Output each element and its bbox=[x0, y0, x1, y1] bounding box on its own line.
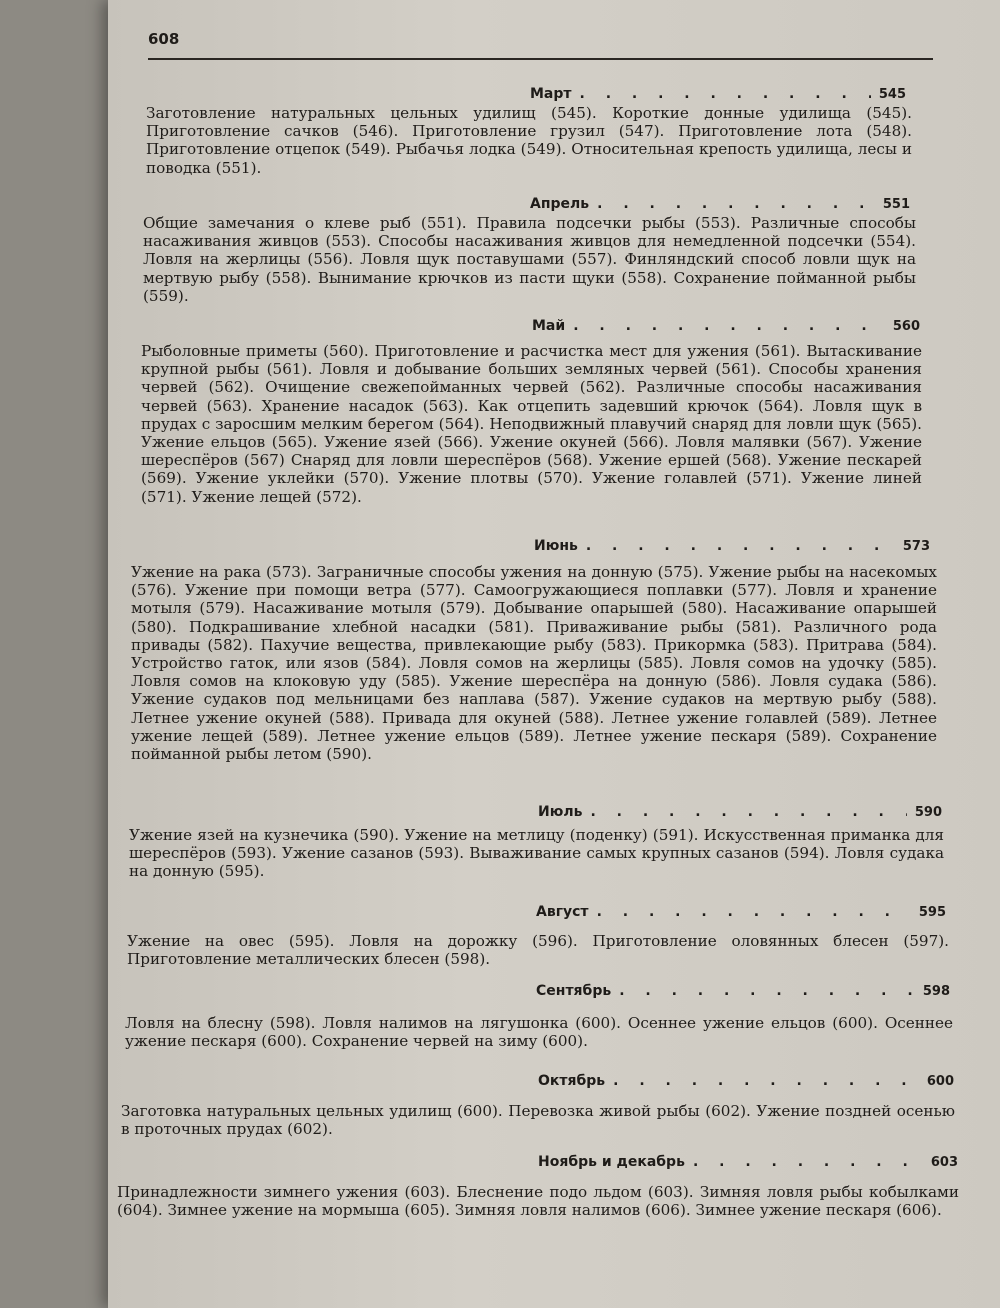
leader-dots bbox=[590, 804, 906, 820]
section-heading-iyul bbox=[538, 804, 942, 820]
section-text-mart: Заготовление натуральных цельных удилищ (545). Короткие донные удилища (545). Приготовление сачков (546). Приготовление грузил (547). Приготовление лота (548). Приготовление отцепок (549). Рыбачья лодка (549). Относительная крепость удилища, лесы и поводка (551). bbox=[146, 104, 912, 177]
section-title: Март bbox=[530, 86, 572, 102]
leader-dots bbox=[573, 318, 885, 334]
section-text-iyul: Ужение язей на кузнечика (590). Ужение на метлицу (поденку) (591). Искусственная приманка для шереспёров (593). Ужение сазанов (593). Вываживание самых крупных сазанов (594). Ловля судака на донную (595). bbox=[129, 826, 944, 881]
page-number: 608 bbox=[148, 30, 180, 48]
leader-dots bbox=[580, 86, 871, 102]
leader-dots bbox=[619, 983, 915, 999]
section-text-sentyabr: Ловля на блесну (598). Ловля налимов на лягушонка (600). Осеннее ужение ельцов (600). Осеннее ужение пескаря (600). Сохранение червей на зиму (600). bbox=[125, 1014, 953, 1051]
section-title: Апрель bbox=[530, 196, 590, 212]
section-page: 560 bbox=[892, 319, 920, 334]
section-page: 603 bbox=[930, 1155, 958, 1170]
section-text-iyun: Ужение на рака (573). Заграничные способы ужения на донную (575). Ужение рыбы на насекомых (576). Ужение при помощи ветра (577). Самоогружающиеся поплавки (577). Ловля и хранение мотыля (579). Насаживание мотыля (579). Добывание опарышей (580). Насаживание опарышей (580). Подкрашивание хлебной насадки (581). Приваживание рыбы (581). Различного рода привады (582). Пахучие вещества, привлекающие рыбу (583). Прикормка (583). Притрава (584). Устройство гаток, или язов (584). Ловля сомов на жерлицы (585). Ловля сомов на удочку (585). Ловля сомов на клоковую уду (585). Ужение шереспёра на донную (586). Ловля судака (586). Ужение судаков под мельницами без наплава (587). Ужение судаков на мертвую рыбу (588). Летнее ужение окуней (588). Привада для окуней (588). Летнее ужение голавлей (589). Летнее ужение лещей (589). Летнее ужение ельцов (589). Летнее ужение пескаря (589). Сохранение пойманной рыбы летом (590). bbox=[131, 563, 937, 764]
section-title: Октябрь bbox=[538, 1073, 606, 1089]
section-page: 573 bbox=[902, 539, 930, 554]
section-page: 545 bbox=[878, 87, 906, 102]
section-page: 598 bbox=[922, 984, 950, 999]
leader-dots bbox=[586, 538, 895, 554]
header-rule bbox=[148, 58, 933, 60]
section-title: Май bbox=[532, 318, 566, 334]
section-title: Август bbox=[536, 904, 589, 920]
section-heading-avgust bbox=[536, 904, 946, 920]
leader-dots bbox=[613, 1073, 919, 1089]
section-text-avgust: Ужение на овес (595). Ловля на дорожку (596). Приготовление оловянных блесен (597). Приготовление металлических блесен (598). bbox=[127, 932, 949, 969]
section-title: Июль bbox=[538, 804, 583, 820]
section-page: 551 bbox=[882, 197, 910, 212]
section-text-noyabr-dekabr: Принадлежности зимнего ужения (603). Блеснение подо льдом (603). Зимняя ловля рыбы кобылками (604). Зимнее ужение на мормыша (605). Зимняя ловля налимов (606). Зимнее ужение пескаря (606). bbox=[117, 1183, 959, 1220]
leader-dots bbox=[693, 1154, 923, 1170]
section-title: Сентябрь bbox=[536, 983, 612, 999]
section-text-mai: Рыболовные приметы (560). Приготовление и расчистка мест для ужения (561). Вытаскивание крупной рыбы (561). Ловля и добывание больших земляных червей (561). Способы хранения червей (562). Очищение свежепойманных червей (562). Различные способы насаживания червей (563). Хранение насадок (563). Как отцепить задевший крючок (564). Ловля щук в прудах с заросшим мелким берегом (564). Неподвижный плавучий снаряд для ловли щук (565). Ужение ельцов (565). Ужение язей (566). Ужение окуней (566). Ловля малявки (567). Ужение шереспёров (567) Снаряд для ловли шереспёров (568). Ужение ершей (568). Ужение пескарей (569). Ужение уклейки (570). Ужение плотвы (570). Ужение голавлей (571). Ужение линей (571). Ужение лещей (572). bbox=[141, 342, 922, 506]
section-heading-aprel bbox=[530, 196, 910, 212]
section-title: Ноябрь и декабрь bbox=[538, 1154, 685, 1170]
leader-dots bbox=[597, 904, 911, 920]
section-text-aprel: Общие замечания о клеве рыб (551). Правила подсечки рыбы (553). Различные способы насаживания живцов (553). Способы насаживания живцов для немедленной подсечки (554). Ловля на жерлицы (556). Ловля щук поставушами (557). Финляндский способ ловли щук на мертвую рыбу (558). Вынимание крючков из пасти щуки (558). Сохранение пойманной рыбы (559). bbox=[143, 214, 916, 305]
section-heading-mai bbox=[532, 318, 920, 334]
section-heading-sentyabr bbox=[536, 983, 950, 999]
section-heading-mart bbox=[530, 86, 906, 102]
section-heading-oktyabr bbox=[538, 1073, 954, 1089]
leader-dots bbox=[597, 196, 875, 212]
section-title: Июнь bbox=[534, 538, 578, 554]
section-page: 600 bbox=[926, 1074, 954, 1089]
section-text-oktyabr: Заготовка натуральных цельных удилищ (600). Перевозка живой рыбы (602). Ужение поздней осенью в проточных прудах (602). bbox=[121, 1102, 955, 1139]
section-page: 595 bbox=[918, 905, 946, 920]
section-heading-noyabr-dekabr bbox=[538, 1154, 958, 1170]
section-heading-iyun bbox=[534, 538, 930, 554]
section-page: 590 bbox=[914, 805, 942, 820]
